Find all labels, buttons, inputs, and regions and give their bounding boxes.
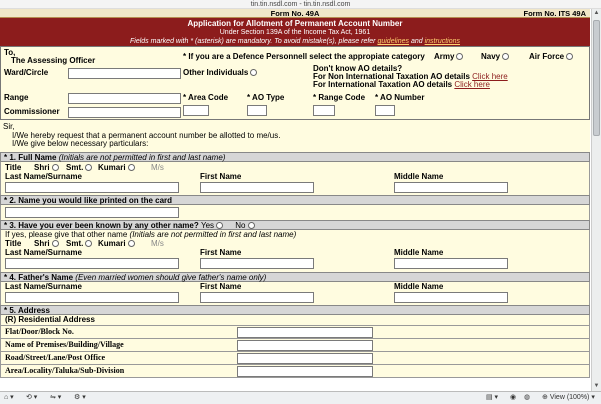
page-icon[interactable]: ▤ ▾ — [486, 394, 499, 401]
range-code-label: * Range Code — [313, 93, 366, 102]
commissioner-label: Commissioner — [4, 107, 60, 116]
middle-name-input[interactable] — [394, 182, 508, 193]
form-number-its: Form No. ITS 49A — [523, 9, 586, 18]
scroll-thumb[interactable] — [593, 20, 600, 136]
section-full-name: Title Shri Smt. Kumari M/s Last Name/Surname First Name Middle Name — [0, 162, 590, 195]
range-label: Range — [4, 93, 29, 102]
other-kumari-radio[interactable] — [128, 240, 135, 247]
tools-gear-icon[interactable]: ⚙ ▾ — [74, 394, 86, 401]
residential-address-label: (R) Residential Address — [5, 315, 95, 324]
back-icon[interactable]: ⟲ ▾ — [26, 394, 38, 401]
section-address-head: * 5. Address — [0, 305, 590, 315]
intl-click-here-link[interactable]: Click here — [454, 80, 490, 89]
form-header — [0, 18, 590, 46]
other-individuals-option[interactable]: Other Individuals — [183, 68, 259, 78]
ao-type-label: * AO Type — [247, 93, 285, 102]
scroll-down-arrow-icon[interactable]: ▼ — [593, 383, 600, 389]
other-shri-radio[interactable] — [52, 240, 59, 247]
instructions-link[interactable]: instructions — [424, 38, 460, 45]
form-number-bar — [0, 9, 590, 18]
other-smt-radio[interactable] — [85, 240, 92, 247]
other-name-no-radio[interactable] — [248, 222, 255, 229]
vertical-scrollbar[interactable] — [591, 9, 601, 391]
other-name-yes-option[interactable]: Yes — [201, 221, 225, 230]
card-name-input[interactable] — [5, 207, 179, 218]
ward-circle-label: Ward/Circle — [4, 68, 49, 77]
non-intl-click-here-link[interactable]: Click here — [472, 72, 508, 81]
ao-type-input[interactable] — [247, 105, 267, 116]
last-name-input[interactable] — [5, 182, 179, 193]
address-premises-row: Name of Premises/Building/Village — [1, 339, 589, 352]
assessing-officer-label: The Assessing Officer — [11, 56, 96, 65]
zoom-icon: ⊕ — [542, 394, 548, 401]
navy-option[interactable]: Navy — [481, 52, 511, 62]
window-title: tin.tin.nsdl.com - tin.tin.nsdl.com — [0, 0, 601, 9]
other-individuals-radio[interactable] — [250, 69, 257, 76]
other-title-ms-option: M/s — [151, 239, 164, 248]
section-other-name: If yes, please give that other name (Initials are not permitted in first and last name) Title Shri Smt. Kumari M/s Last Name/Surname First Name Middle Name — [0, 230, 590, 272]
address-area-row: Area/Locality/Taluka/Sub-Division — [1, 365, 589, 378]
father-first-name-input[interactable] — [200, 292, 314, 303]
premises-building-input[interactable] — [237, 340, 373, 351]
other-middle-name-input[interactable] — [394, 258, 508, 269]
page-viewport[interactable] — [0, 9, 591, 391]
range-input[interactable] — [68, 93, 181, 104]
status-bar — [0, 391, 601, 404]
ao-number-label: * AO Number — [375, 93, 425, 102]
section-card-name-head: * 2. Name you would like printed on the card — [0, 195, 590, 205]
other-name-no-option[interactable]: No — [235, 221, 256, 230]
ao-number-input[interactable] — [375, 105, 395, 116]
section-full-name-head: * 1. Full Name (Initials are not permitted in first and last name) — [0, 152, 590, 162]
title-shri-option[interactable]: Shri — [34, 163, 61, 173]
section-other-name-head: * 3. Have you ever been known by any other name? Yes No — [0, 220, 590, 230]
shri-radio[interactable] — [52, 164, 59, 171]
air-force-option[interactable]: Air Force — [529, 52, 575, 62]
other-name-yes-radio[interactable] — [216, 222, 223, 229]
form-number: Form No. 49A — [270, 9, 320, 18]
section-address — [0, 315, 590, 378]
army-radio[interactable] — [456, 53, 463, 60]
dont-know-ao-label: Don't know AO details? — [313, 64, 403, 73]
smt-radio[interactable] — [85, 164, 92, 171]
range-code-input[interactable] — [313, 105, 335, 116]
protected-mode-icon: ◉ — [510, 394, 517, 401]
address-flat-row: Flat/Door/Block No. — [1, 326, 589, 339]
other-title-smt-option[interactable]: Smt. — [66, 239, 94, 249]
section-father-name: Last Name/Surname First Name Middle Name — [0, 282, 590, 305]
title-kumari-option[interactable]: Kumari — [98, 163, 137, 173]
guidelines-link[interactable]: guidelines — [377, 38, 409, 45]
title-smt-option[interactable]: Smt. — [66, 163, 94, 173]
navy-radio[interactable] — [502, 53, 509, 60]
ward-circle-input[interactable] — [68, 68, 181, 79]
area-code-label: * Area Code — [183, 93, 229, 102]
other-title-kumari-option[interactable]: Kumari — [98, 239, 137, 249]
address-road-row: Road/Street/Lane/Post Office — [1, 352, 589, 365]
area-code-input[interactable] — [183, 105, 209, 116]
father-last-name-input[interactable] — [5, 292, 179, 303]
title-ms-option: M/s — [151, 163, 164, 172]
form-49a — [0, 9, 590, 378]
feeds-icon[interactable]: ⇋ ▾ — [50, 394, 62, 401]
zoom-control[interactable]: ⊕ View (100%) ▾ — [542, 394, 595, 401]
section-father-name-head: * 4. Father's Name (Even married women should give father's name only) — [0, 272, 590, 282]
air-force-radio[interactable] — [566, 53, 573, 60]
non-intl-ao-text: For Non International Taxation AO details Click here — [313, 72, 508, 81]
first-name-input[interactable] — [200, 182, 314, 193]
commissioner-input[interactable] — [68, 107, 181, 118]
other-last-name-input[interactable] — [5, 258, 179, 269]
defence-question: * If you are a Defence Personnell select the appropiate category — [183, 52, 425, 61]
other-title-shri-option[interactable]: Shri — [34, 239, 61, 249]
intro-text: Sir, I/We hereby request that a permanent account number be allotted to me/us. I/We give below necessary particulars: — [0, 120, 590, 152]
home-icon[interactable]: ⌂ ▾ — [4, 394, 14, 401]
section-card-name — [0, 205, 590, 220]
army-option[interactable]: Army — [434, 52, 465, 62]
kumari-radio[interactable] — [128, 164, 135, 171]
flat-door-block-input[interactable] — [237, 327, 373, 338]
mandatory-note: Fields marked with * (asterisk) are mandatory. To avoid mistake(s), please refer guidelines and instructions — [130, 38, 460, 45]
form-subtitle: Under Section 139A of the Income Tax Act, 1961 — [219, 29, 371, 36]
other-first-name-input[interactable] — [200, 258, 314, 269]
father-middle-name-input[interactable] — [394, 292, 508, 303]
form-title: Application for Allotment of Permanent Account Number — [187, 19, 403, 28]
area-locality-input[interactable] — [237, 366, 373, 377]
scroll-up-arrow-icon[interactable]: ▲ — [593, 10, 600, 16]
globe-icon: ◍ — [524, 394, 531, 401]
asterisk: * — [190, 38, 194, 45]
intl-ao-text: For International Taxation AO details Click here — [313, 80, 490, 89]
road-street-input[interactable] — [237, 353, 373, 364]
ao-details-block: To, The Assessing Officer * If you are a Defence Personnell select the appropiate category Army Navy Air Force Ward/Circle Other Individuals Don't know AO details? For Non International Taxation AO details Click here For International Taxation AO details Click here Range * Area Code * AO Type * Range Code * AO Number Commissioner — [0, 46, 590, 120]
